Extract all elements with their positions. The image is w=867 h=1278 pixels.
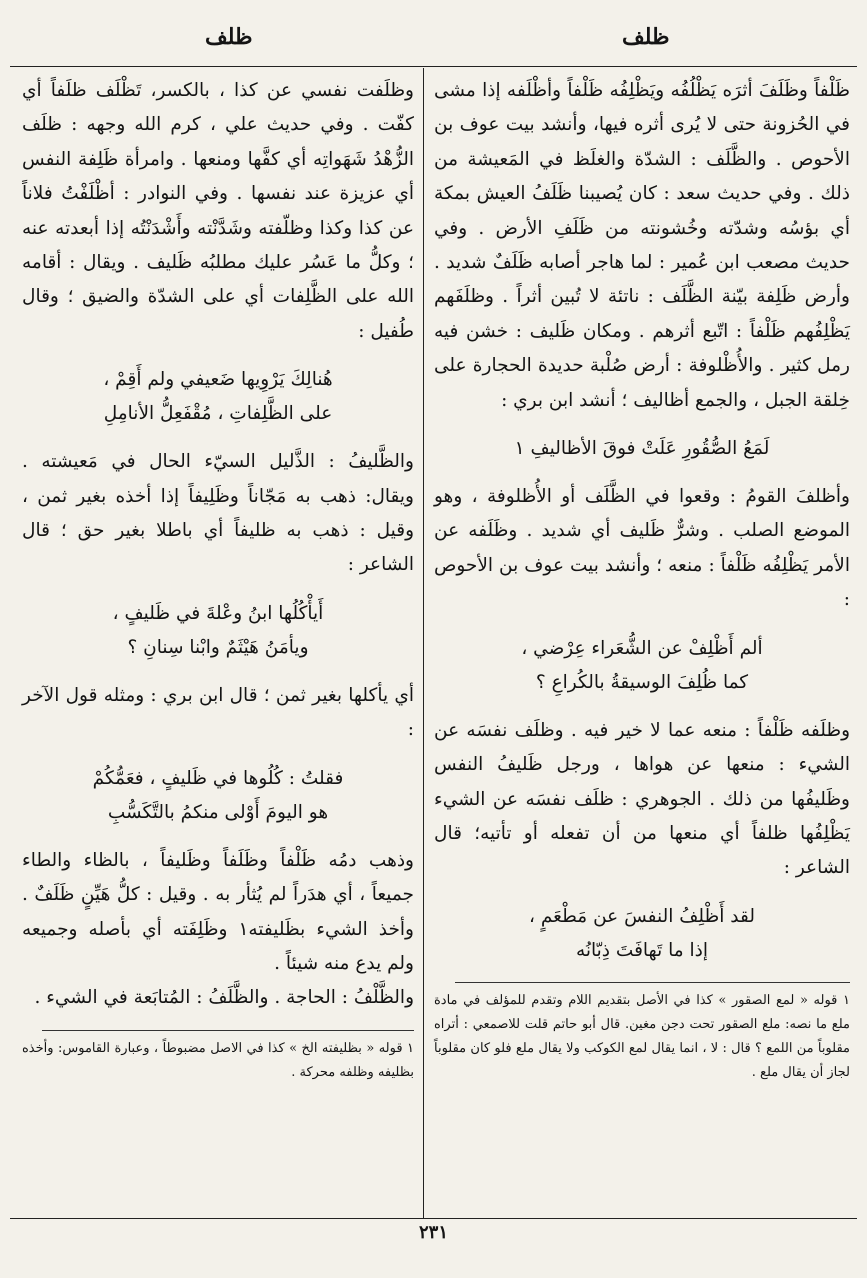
column-divider bbox=[423, 68, 424, 1218]
paragraph: والظَّلْفُ : الحاجة . والظَّلَفُ : المُتابَعة في الشيء . bbox=[34, 987, 414, 1009]
footnote: ١ قوله « لمع الصقور » كذا في الأصل بتقديم اللام وتقدم للمؤلف في مادة ملع ما نصه: ملع الصقور تحت دجن مغين. قال أبو حاتم قلت للاصمعي : أتراه مقلوباً من اللمع ؟ قال : لا ، انما يقال لمع الكوكب ولا يقال ملع فلو كان مقلوباً لجاز أن يقال ملع . bbox=[434, 992, 850, 1080]
verse-line: فقلتُ : كُلُوها في ظَليفٍ ، فعَمُّكُمْ bbox=[92, 767, 344, 789]
verse-line: ألم أَظْلِفْ عن الشُّعَراء عِرْضي ، bbox=[521, 637, 763, 659]
running-head-left: ظلف bbox=[205, 24, 253, 50]
right-column bbox=[434, 74, 850, 1085]
paragraph: والظَّليفُ : الذَّليل السيّء الحال في مَعيشته . ويقال: ذهب به مَجّاناً وظَلِيفاً إذا أخذه بغير ثمن ، وقيل : ذهب به ظليفاً أي باطلا بغير حق ؛ قال الشاعر : bbox=[22, 451, 414, 576]
verse-block bbox=[434, 432, 850, 466]
top-rule bbox=[10, 66, 857, 67]
verse-line: أَيأْكُلُها ابنُ وعْلةَ في ظَليفٍ ، bbox=[112, 602, 324, 624]
verse-line: كما ظُلِفَ الوسيقةُ بالكُراعِ ؟ bbox=[535, 671, 749, 693]
verse-line: لقد أَظْلِفُ النفسَ عن مَطْعَمٍ ، bbox=[529, 905, 755, 927]
verse-line: هُنالِكَ يَرْوِيها ضَعيفي ولم أَقِمْ ، bbox=[103, 369, 333, 391]
paragraph: وأظلفَ القومُ : وقعوا في الظَّلَف أو الأُظلوفة ، وهو الموضع الصلب . وشرٌّ ظَليف أي شديد . وظَلَفه عن الأمر يَظْلِفُه ظَلْفاً : منعه ؛ وأنشد بيت عوف بن الأحوص : bbox=[434, 486, 850, 611]
verse-line: لَمَعُ الصُّقُورِ عَلَتْ فوقَ الأظاليفِ ١ bbox=[514, 438, 770, 460]
bottom-rule bbox=[10, 1218, 857, 1219]
page-number: ٢٣١ bbox=[418, 1222, 448, 1243]
paragraph: وظلَفه ظَلْفاً : منعه عما لا خير فيه . وظلَف نفسَه عن الشيء : منعها عن هواها ، ورجل ظَليفُ النفس وظَليفُها من ذلك . الجوهري : ظلَف نفسَه عن الشيء يَظْلِفُها ظلفاً أي منعها من أن تفعله أو تأتيه؛ قال الشاعر : bbox=[434, 719, 850, 879]
left-column bbox=[22, 74, 414, 1085]
verse-line: على الظَّلِفاتِ ، مُقْفَعِلُّ الأنامِلِ bbox=[103, 403, 333, 425]
footnote: ١ قوله « بظليفته الخ » كذا في الاصل مضبوطاً ، وعبارة القاموس: وأخذه بظليفه وظلفه محركة . bbox=[22, 1040, 414, 1080]
paragraph: وظلَفت نفسي عن كذا ، بالكسر، تَظْلَف ظلَفاً أي كفّت . وفي حديث علي ، كرم الله وجهه : ظلَف الزُّهْدُ شَهَواتِه أي كفَّها ومنعها . وامرأة ظَلِفة النفس أي عزيزة عند نفسها . وفي النوادر : أظْلَفْتُ فلاناً عن كذا وكذا وظلّفته وشَدَّنْته وأَشْدَنْتُه إذا أبعدته عنه ؛ وكلُّ ما عَسُر عليك مطلبُه ظَليف . ويقال : أقامه الله على الظَّلِفات أي على الشدّة والضيق ؛ وقال طُفيل : bbox=[22, 80, 414, 342]
running-head-right: ظلف bbox=[622, 24, 670, 50]
verse-line: ويأمَنُ هَيْثَمٌ وابْنا سِنانِ ؟ bbox=[127, 636, 309, 658]
verse-block bbox=[22, 762, 414, 830]
footnote-rule bbox=[455, 982, 850, 983]
verse-block bbox=[434, 632, 850, 700]
verse-block bbox=[22, 597, 414, 665]
footnote-rule bbox=[42, 1030, 414, 1031]
verse-block bbox=[22, 363, 414, 431]
verse-block bbox=[434, 900, 850, 968]
paragraph: أي يأكلها بغير ثمن ؛ قال ابن بري : ومثله قول الآخر : bbox=[22, 684, 414, 741]
paragraph: ظَلْفاً وظَلَفَ أثرَه يَظْلُفُه ويَظْلِفُه ظَلْفاً وأظْلَفه إذا مشى في الحُزونة حتى لا يُرى أثره فيها، وأنشد بيت عوف بن الأحوص . والظَّلَف : الشدّة والغلَظ في المَعيشة من ذلك . وفي حديث سعد : كان يُصيبنا ظَلَفُ العيش بمكة أي بؤسُه وشدّته وخُشونته من ظَلَفِ الأرض . وفي حديث مصعب ابن عُمير : لما هاجر أصابه ظَلَفٌ شديد . وأرض ظَلِفة بيّنة الظَّلَف : ناتئة لا تُبين أثراً . وظلَفَهم يَظْلِفُهم ظَلْفاً : اتّبع أثرهم . ومكان ظَليف : خشن فيه رمل كثير . والأُظْلوفة : أرض صُلْبة حديدة الحجارة على خِلقة الجبل ، والجمع أظاليف ؛ أنشد ابن بري : bbox=[434, 80, 850, 411]
verse-line: إذا ما تَهافَتَ ذِبّانُه bbox=[575, 939, 709, 961]
paragraph: وذهب دمُه ظَلْفاً وظَلَفاً وظَليفاً ، بالظاء والطاء جميعاً ، أي هدَراً لم يُثأر به . وقيل : كلُّ هَيِّنٍ ظَلَفٌ . وأخذ الشيء بظَليفته١ وظَلِفَته أي بأصله وجميعه ولم يدع منه شيئاً . bbox=[22, 849, 414, 974]
verse-line: هو اليومَ أَوْلى منكمُ بالتَّكَسُّبِ bbox=[107, 801, 329, 823]
